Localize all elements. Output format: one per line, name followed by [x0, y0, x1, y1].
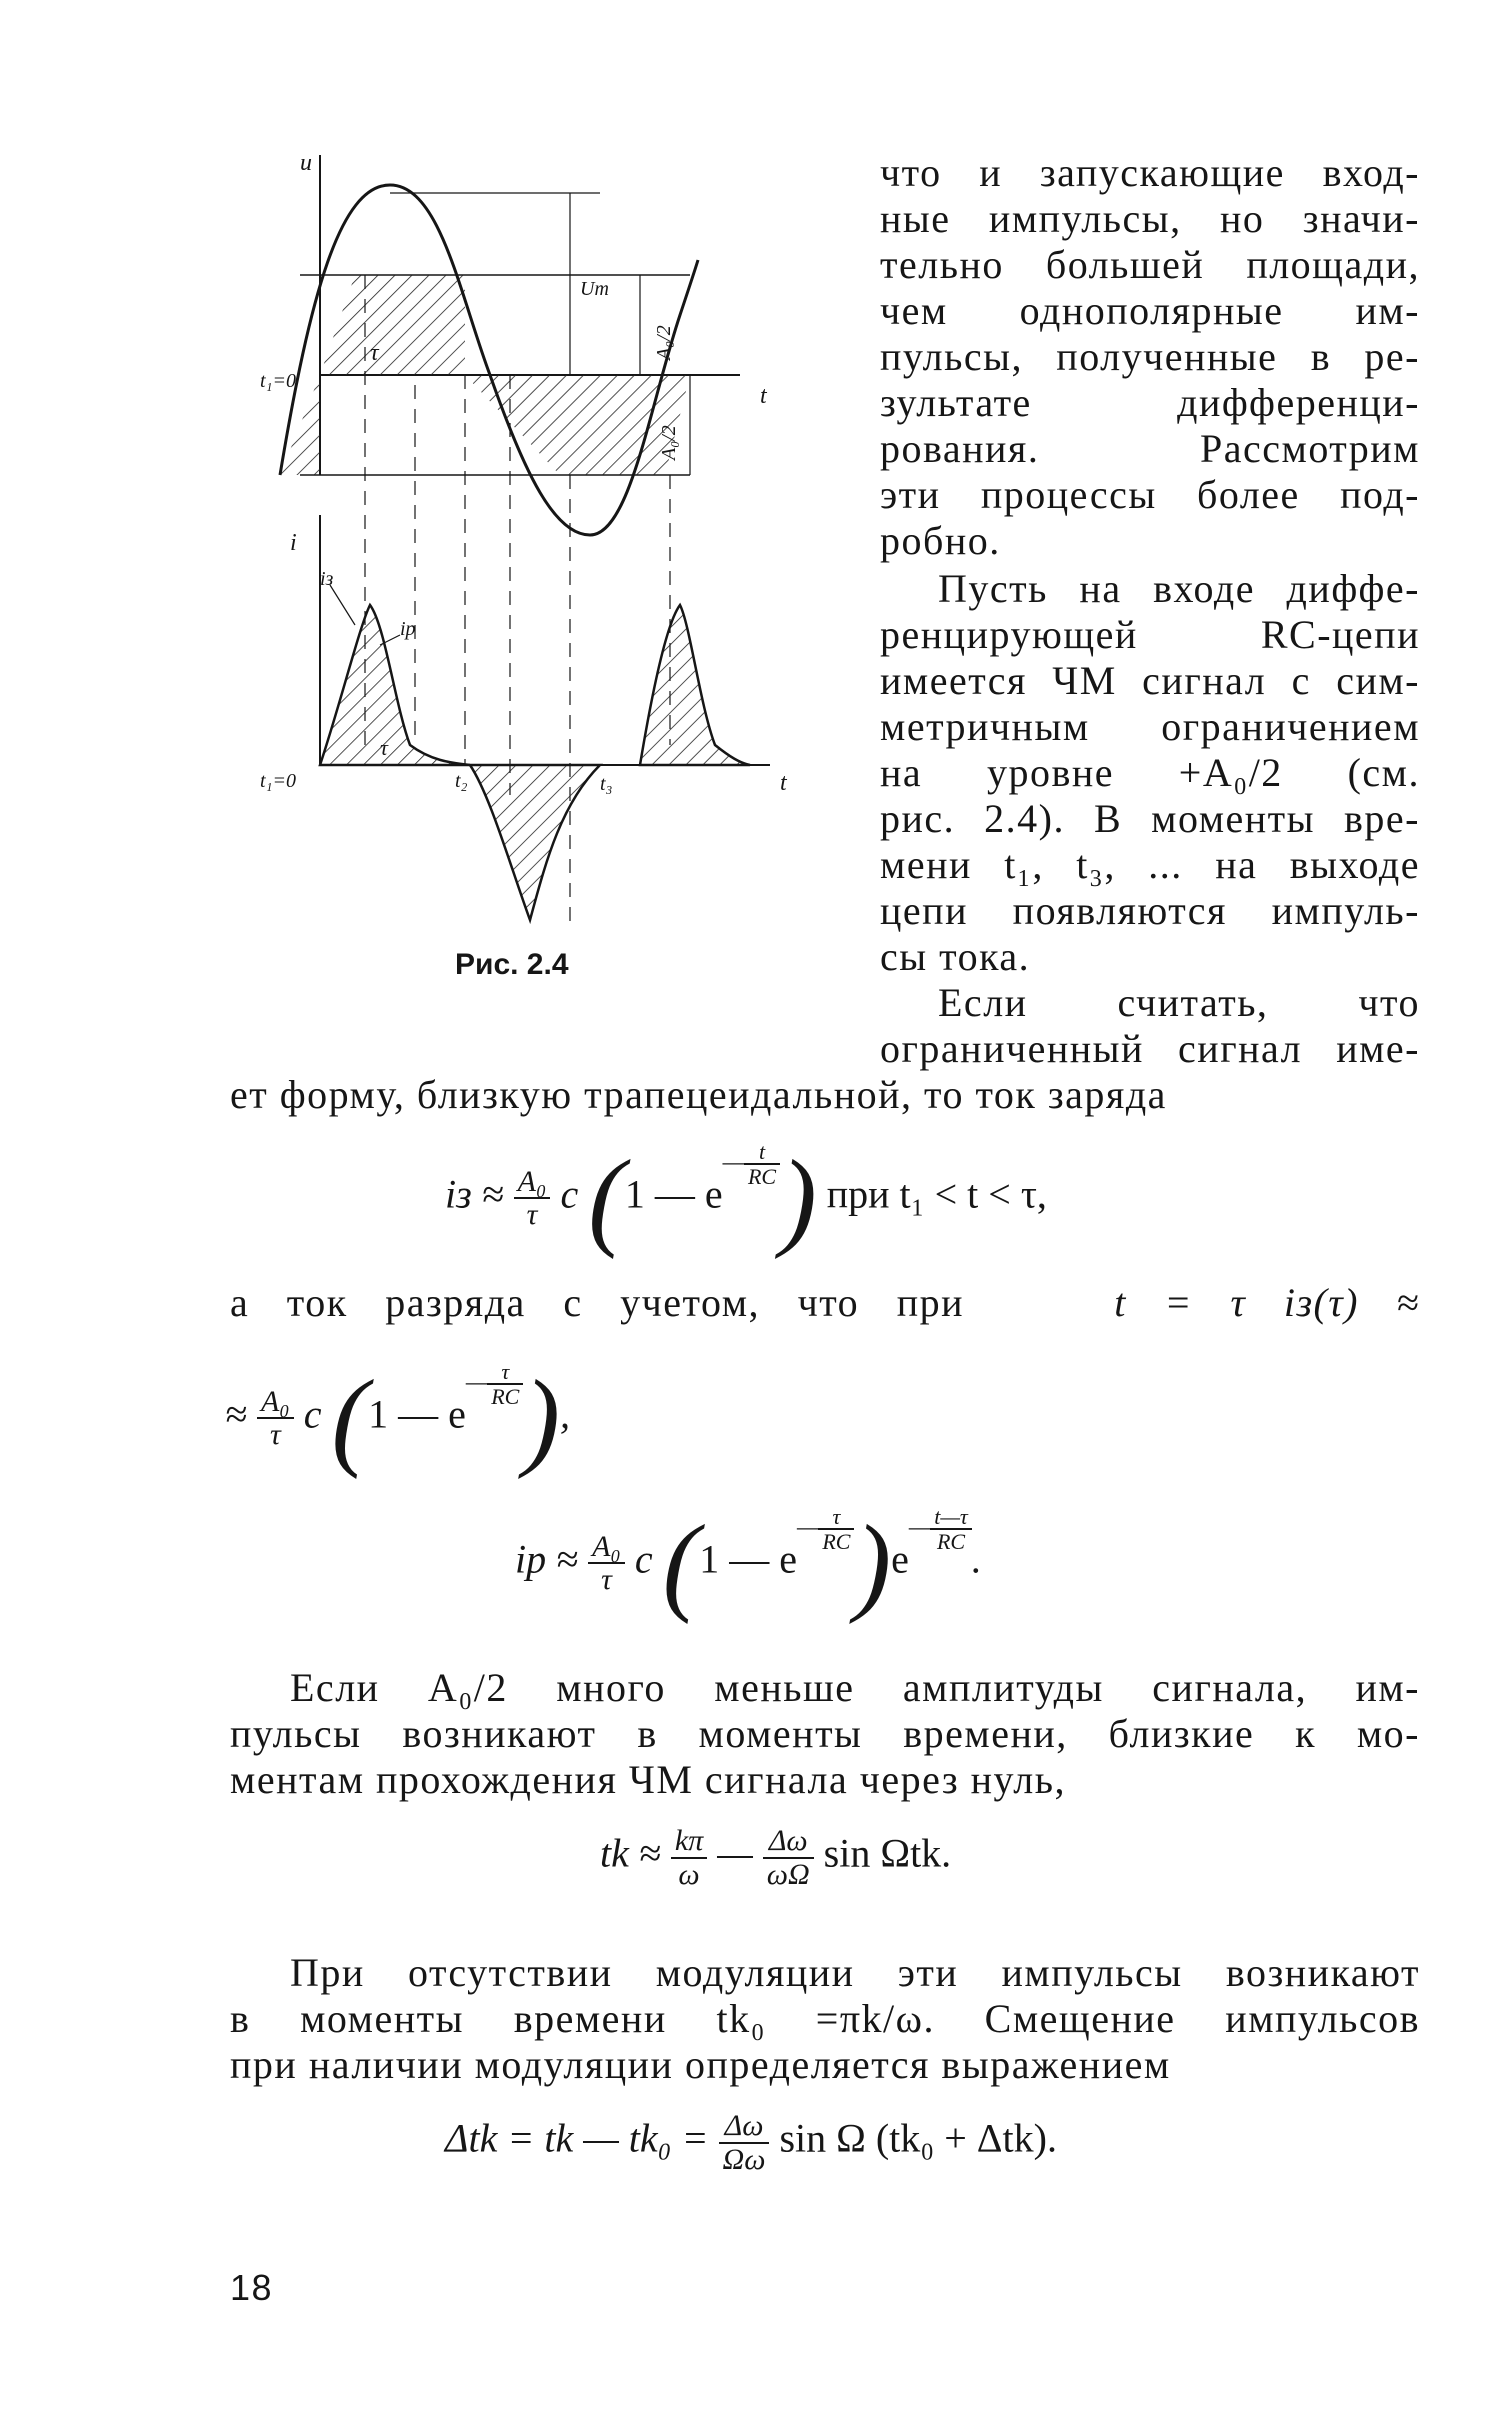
text-line: что и запускающие вход-	[880, 150, 1420, 195]
text-line: ограниченный сигнал име-	[880, 1026, 1420, 1071]
label-i-discharge: iр	[400, 618, 416, 640]
discharge-pulse	[470, 765, 600, 920]
formula-charge-current: iз ≈ $\frac{\text{A₀}}{\tau}$ c (1 — e— $\frac{t}{RC}$ ) при t₁ < t < τ,	[445, 1137, 1047, 1260]
paragraph-2	[880, 566, 1420, 980]
formula-delta-tk: Δtk = tk — tk₀ = $\frac{\Delta\omega}{\Omega\omega}$ sin Ω (tk₀ + Δtk).	[445, 2109, 1057, 2176]
text-line: рис. 2.4). В моменты вре-	[880, 796, 1420, 841]
text-line: робно.	[880, 518, 1001, 563]
label-t-top: t	[760, 383, 767, 409]
text-line: при наличии модуляции определяется выражением	[230, 2042, 1171, 2087]
hatched-region-2	[465, 375, 690, 475]
text-line: а ток разряда с учетом, что при t = τ iз(τ) ≈	[230, 1280, 1421, 1325]
text-line: рования. Рассмотрим	[880, 426, 1420, 471]
label-a0-upper: A₀/2	[653, 325, 675, 360]
formula-lhs: iз ≈	[445, 1171, 504, 1217]
label-t1-bottom: t₁=0	[260, 770, 297, 792]
charge-pulse	[320, 605, 470, 765]
label-um: Um	[580, 278, 609, 300]
label-t-bottom: t	[780, 770, 787, 796]
text-line: При отсутствии модуляции эти импульсы возникают	[290, 1950, 1420, 1995]
paragraph-5	[230, 1950, 1420, 2088]
formula-charge-at-tau: ≈ $\frac{\text{A₀}}{\tau}$ c (1 — e— $\frac{\tau}{RC}$ ),	[225, 1357, 570, 1480]
text-line: эти процессы более под-	[880, 472, 1420, 517]
text-line: чем однополярные им-	[880, 288, 1420, 333]
label-i-charge: iз	[320, 568, 334, 590]
label-t3: t₃	[600, 773, 613, 795]
paragraph-4	[230, 1665, 1420, 1803]
text-line: на уровне +A₀/2 (см.	[880, 750, 1420, 795]
text-line: ные импульсы, но значи-	[880, 196, 1420, 241]
text-line: тельно большей площади,	[880, 242, 1420, 287]
text-line: имеется ЧМ сигнал с сим-	[880, 658, 1420, 703]
label-tau-top: τ	[370, 340, 379, 366]
hatched-region-1	[320, 275, 465, 375]
intro-paragraph	[880, 150, 1420, 564]
text-line: сы тока.	[880, 934, 1031, 979]
text-line: в моменты времени tk₀ =πk/ω. Смещение импульсов	[230, 1996, 1420, 2041]
label-t2: t₂	[455, 770, 468, 792]
text-line: Если A₀/2 много меньше амплитуды сигнала, им-	[290, 1665, 1420, 1710]
figure-2-4	[260, 145, 810, 975]
text-line: пульсы, полученные в ре-	[880, 334, 1420, 379]
label-a0-lower: A₀/2	[658, 425, 680, 460]
text-line: цепи появляются импуль-	[880, 888, 1420, 933]
formula-tk: tk ≈ $\frac{k\pi}{\omega}$ — $\frac{\Delta\omega}{\omega\Omega}$ sin Ωtk.	[600, 1824, 952, 1891]
label-i: i	[290, 530, 297, 556]
text-line: ментам прохождения ЧМ сигнала через нуль,	[230, 1757, 1066, 1802]
page-number: 18	[230, 2267, 274, 2308]
discharge-intro	[230, 1280, 1420, 1326]
text-line: мени t₁, t₃, ... на выходе	[880, 842, 1420, 887]
label-tau-bottom: τ	[380, 735, 388, 760]
formula-condition: при t₁ < t < τ,	[826, 1171, 1047, 1217]
text-line: пульсы возникают в моменты времени, близкие к мо-	[230, 1711, 1420, 1756]
figure-caption: Рис. 2.4	[455, 948, 569, 981]
text-line: Если считать, что	[938, 980, 1420, 1025]
label-t1-top: t₁=0	[260, 370, 297, 392]
text-line: ет форму, близкую трапецеидальной, то ток заряда	[230, 1072, 1167, 1117]
text-line: ренцирующей RC-цепи	[880, 612, 1420, 657]
label-u: u	[300, 150, 312, 176]
text-line: метричным ограничением	[880, 704, 1420, 749]
text-line: Пусть на входе диффе-	[938, 566, 1420, 611]
charge-pulse-2	[640, 605, 750, 765]
paragraph-3	[880, 980, 1420, 1072]
formula-discharge-current: iр ≈ $\frac{\text{A₀}}{\tau}$ c (1 — e— $\frac{\tau}{RC}$ )e— $\frac{t—\tau}{RC}$ .	[515, 1502, 982, 1625]
text-line: зультате дифференци-	[880, 380, 1420, 425]
